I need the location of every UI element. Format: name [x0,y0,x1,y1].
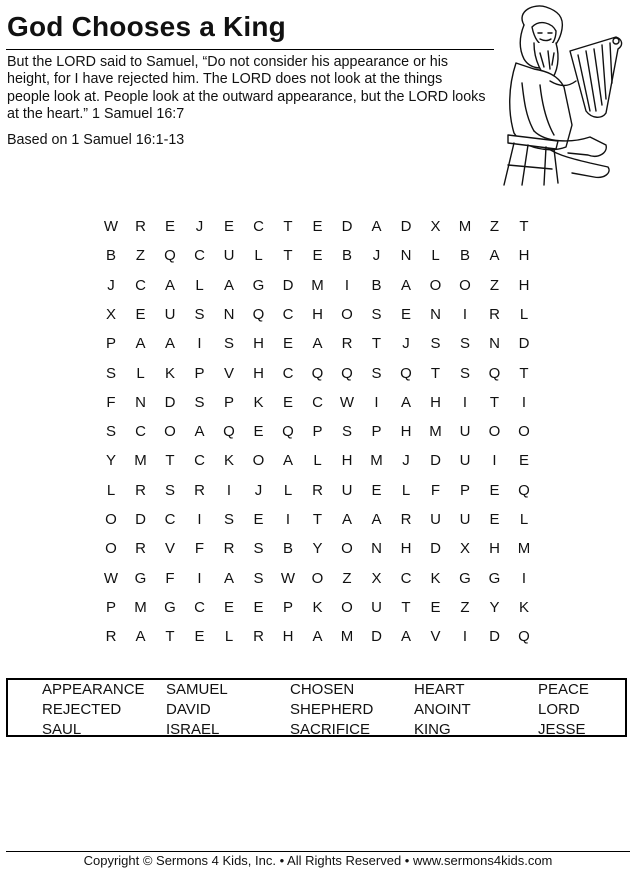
grid-letter: R [312,481,323,499]
grid-letter: H [489,540,500,558]
grid-letter: S [223,335,234,353]
grid-letter: L [283,481,293,499]
word-bank-item: KING [414,721,451,738]
grid-letter: T [165,628,175,646]
grid-letter: P [282,598,293,616]
grid-letter: O [429,276,442,294]
grid-letter: U [341,481,353,499]
grid-letter: V [164,540,175,558]
grid-letter: C [194,247,205,265]
grid-letter: T [371,335,382,353]
grid-letter: C [312,393,323,411]
grid-letter: U [459,511,471,528]
grid-letter: X [371,569,382,587]
grid-letter: C [400,569,412,587]
grid-letter: Q [488,364,501,382]
grid-letter: L [106,481,116,499]
grid-letter: A [312,628,323,646]
grid-letter: O [341,540,353,558]
grid-letter: T [312,511,323,528]
grid-letter: E [223,598,234,616]
grid-letter: E [489,511,500,528]
grid-letter: H [518,276,530,294]
grid-letter: U [371,598,382,616]
grid-letter: H [400,423,412,441]
grid-letter: D [164,393,176,411]
grid-letter: R [135,218,146,235]
grid-letter: S [371,364,382,382]
word-bank [6,678,627,737]
grid-letter: E [400,305,411,323]
grid-letter: R [400,511,412,528]
grid-letter: T [283,247,293,265]
grid-letter: H [430,393,441,411]
grid-letter: O [459,276,471,294]
grid-letter: A [341,511,352,528]
grid-letter: O [341,598,353,616]
grid-letter: M [134,598,147,616]
word-bank-item: ANOINT [414,701,471,718]
grid-letter: I [492,452,497,470]
grid-letter: A [312,335,323,353]
grid-letter: L [313,452,322,470]
grid-letter: A [400,393,411,411]
grid-letter: C [135,276,146,294]
grid-letter: F [106,393,116,411]
grid-letter: N [135,393,146,411]
grid-letter: O [105,511,117,528]
grid-letter: U [459,452,471,470]
grid-letter: E [371,481,382,499]
grid-letter: H [341,452,353,470]
grid-letter: G [134,569,147,587]
word-bank-item: HEART [414,681,465,698]
word-bank-item: APPEARANCE [42,681,145,698]
grid-letter: I [374,393,379,411]
grid-letter: X [430,218,441,235]
grid-letter: Z [342,569,352,587]
grid-letter: Q [341,364,353,382]
grid-letter: B [371,276,382,294]
grid-letter: G [252,276,265,294]
grid-letter: S [371,305,382,323]
title-divider [6,49,494,50]
grid-letter: E [282,335,293,353]
grid-letter: S [105,364,116,382]
grid-letter: W [103,569,119,587]
grid-letter: W [339,393,355,411]
grid-letter: D [135,511,146,528]
grid-letter: L [195,276,204,294]
grid-letter: E [223,218,234,235]
grid-letter: W [103,218,119,235]
grid-letter: E [194,628,205,646]
grid-letter: U [164,305,176,323]
grid-letter: M [370,452,383,470]
grid-letter: Y [312,540,323,558]
grid-letter: S [164,481,175,499]
grid-letter: X [105,305,116,323]
grid-letter: H [253,364,264,382]
grid-letter: I [462,393,468,411]
grid-letter: B [282,540,293,558]
word-bank-item: SHEPHERD [290,701,374,718]
scripture-reference: Based on 1 Samuel 16:1-13 [7,132,185,148]
grid-letter: I [197,569,202,587]
grid-letter: I [521,393,527,411]
grid-letter: K [164,364,175,382]
grid-letter: A [223,276,234,294]
grid-letter: T [430,364,441,382]
word-bank-item: LORD [538,701,580,718]
grid-letter: J [195,218,204,235]
grid-letter: D [371,628,382,646]
grid-letter: L [519,511,529,528]
page-title: God Chooses a King [7,11,286,42]
grid-letter: S [105,423,116,441]
copyright-footer: Copyright © Sermons 4 Kids, Inc. • All Rights Reserved • www.sermons4kids.com [83,853,553,868]
word-bank-item: ISRAEL [166,721,220,738]
grid-letter: K [518,598,529,616]
grid-letter: A [135,335,146,353]
grid-letter: A [164,335,175,353]
grid-letter: Q [311,364,324,382]
grid-letter: L [519,305,529,323]
grid-letter: Y [105,452,116,470]
grid-letter: P [312,423,323,441]
grid-letter: F [194,540,205,558]
grid-letter: A [135,628,146,646]
grid-letter: M [517,540,531,558]
grid-letter: A [400,276,411,294]
grid-letter: G [459,569,471,587]
grid-letter: S [223,511,234,528]
grid-letter: C [282,364,294,382]
grid-letter: W [280,569,296,587]
grid-letter: A [371,218,382,235]
grid-letter: A [489,247,500,265]
grid-letter: S [253,540,264,558]
grid-letter: V [430,628,441,646]
grid-letter: R [105,628,117,646]
word-bank-item: SACRIFICE [290,721,371,738]
grid-letter: P [459,481,470,499]
grid-letter: F [165,569,175,587]
word-bank-item: SAMUEL [166,681,228,698]
grid-letter: R [223,540,235,558]
grid-letter: J [254,481,263,499]
grid-letter: X [459,540,470,558]
grid-letter: E [312,218,323,235]
grid-letter: A [223,569,234,587]
grid-letter: J [402,335,410,353]
grid-letter: O [311,569,324,587]
grid-letter: T [519,218,529,235]
grid-letter: P [223,393,234,411]
grid-letter: E [489,481,500,499]
grid-letter: Q [518,481,530,499]
grid-letter: C [194,598,205,616]
word-bank-item: SAUL [42,721,82,738]
grid-letter: U [223,247,235,265]
harpist-icon [494,3,630,187]
grid-letter: D [341,218,353,235]
grid-letter: N [400,247,412,265]
word-bank-item: PEACE [538,681,589,698]
grid-letter: Z [489,218,500,235]
grid-letter: H [253,335,264,353]
grid-letter: P [105,598,116,616]
grid-letter: N [489,335,500,353]
grid-letter: E [312,247,323,265]
grid-letter: E [518,452,529,470]
grid-letter: S [430,335,441,353]
grid-letter: C [282,305,294,323]
grid-letter: D [489,628,500,646]
grid-letter: K [312,598,323,616]
grid-letter: E [164,218,175,235]
grid-letter: E [430,598,441,616]
grid-letter: D [518,335,530,353]
grid-letter: L [136,364,145,382]
grid-letter: Q [400,364,412,382]
grid-letter: L [254,247,263,265]
grid-letter: C [135,423,146,441]
grid-letter: B [459,247,470,265]
grid-letter: S [253,569,264,587]
scripture-verse: But the LORD said to Samuel, “Do not consider his appearance or his height, for I have rejected him. The LORD does not look at the things people look at. People look at the outward appearance, but the LORD looks at the heart.” 1 Samuel 16:7 [7,54,486,122]
grid-letter: T [165,452,175,470]
grid-letter: S [194,305,205,323]
grid-letter: B [341,247,352,265]
grid-letter: D [282,276,294,294]
grid-letter: E [253,423,264,441]
grid-letter: K [430,569,441,587]
grid-letter: S [459,364,470,382]
grid-letter: A [194,423,205,441]
footer-divider [6,851,630,852]
grid-letter: A [282,452,293,470]
grid-letter: N [223,305,235,323]
grid-letter: O [518,423,530,441]
grid-letter: O [164,423,176,441]
grid-letter: O [341,305,353,323]
grid-letter: L [401,481,411,499]
grid-letter: Q [518,628,530,646]
grid-letter: M [458,218,472,235]
grid-letter: C [194,452,205,470]
grid-letter: O [105,540,117,558]
grid-letter: Q [223,423,235,441]
grid-letter: D [400,218,412,235]
grid-letter: Z [489,276,500,294]
grid-letter: U [430,511,441,528]
grid-letter: K [223,452,234,470]
word-bank-item: JESSE [538,721,586,738]
grid-letter: O [488,423,501,441]
grid-letter: H [312,305,323,323]
grid-letter: O [252,452,265,470]
grid-letter: G [488,569,501,587]
grid-letter: S [341,423,352,441]
grid-letter: H [282,628,294,646]
grid-letter: I [197,335,202,353]
grid-letter: T [519,364,529,382]
grid-letter: K [253,393,264,411]
grid-letter: V [223,364,234,382]
grid-letter: Z [460,598,470,616]
grid-letter: E [253,598,264,616]
grid-letter: R [135,540,146,558]
grid-letter: I [462,628,468,646]
grid-letter: T [283,218,293,235]
grid-letter: M [311,276,324,294]
grid-letter: J [107,276,115,294]
grid-letter: L [431,247,440,265]
grid-letter: I [197,511,202,528]
word-bank-item: CHOSEN [290,681,355,698]
grid-letter: J [372,247,381,265]
grid-letter: I [462,305,468,323]
grid-letter: Q [282,423,294,441]
grid-letter: A [400,628,411,646]
word-bank-item: DAVID [166,701,211,718]
grid-letter: D [430,452,441,470]
grid-letter: I [521,569,527,587]
grid-letter: M [340,628,354,646]
grid-letter: R [341,335,353,353]
grid-letter: N [371,540,382,558]
grid-letter: E [135,305,146,323]
grid-letter: Z [135,247,146,265]
grid-letter: I [226,481,232,499]
grid-letter: Y [489,598,500,616]
grid-letter: P [105,335,116,353]
grid-letter: M [429,423,442,441]
grid-letter: A [371,511,382,528]
grid-letter: H [518,247,530,265]
grid-letter: D [430,540,441,558]
grid-letter: I [344,276,350,294]
grid-letter: T [489,393,500,411]
grid-letter: C [253,218,264,235]
grid-letter: R [135,481,146,499]
grid-letter: U [459,423,471,441]
grid-letter: P [194,364,205,382]
word-bank-item: REJECTED [42,701,122,718]
grid-letter: C [164,511,176,528]
grid-letter: Q [252,305,265,323]
grid-letter: F [430,481,441,499]
grid-letter: Q [164,247,176,265]
grid-letter: S [194,393,205,411]
grid-letter: H [400,540,412,558]
grid-letter: G [164,598,176,616]
grid-letter: N [430,305,441,323]
grid-letter: T [401,598,411,616]
grid-letter: E [282,393,293,411]
grid-letter: R [489,305,500,323]
grid-letter: P [371,423,382,441]
grid-letter: R [253,628,264,646]
grid-letter: I [285,511,291,528]
grid-letter: A [164,276,175,294]
grid-letter: R [194,481,205,499]
grid-letter: E [253,511,264,528]
grid-letter: J [402,452,410,470]
grid-letter: L [224,628,234,646]
grid-letter: M [134,452,147,470]
grid-letter: S [459,335,470,353]
grid-letter: B [105,247,116,265]
